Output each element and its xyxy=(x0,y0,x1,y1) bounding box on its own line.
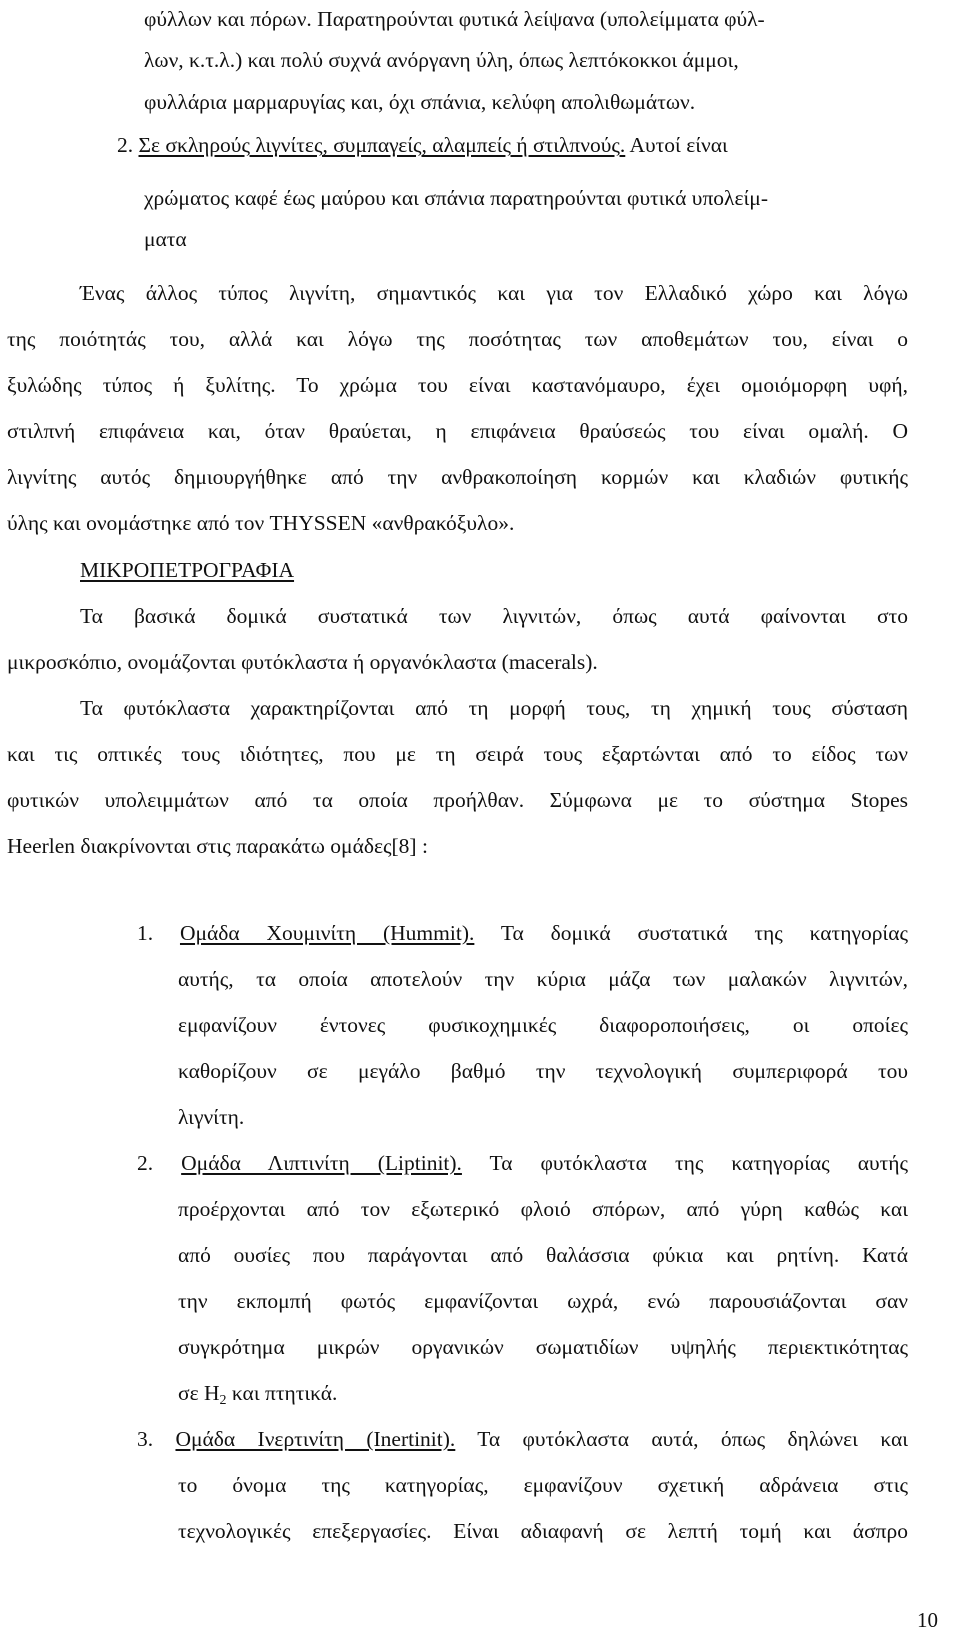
text-line: της ποιότητάς του, αλλά και λόγω της ποσότητας των αποθεμάτων του, είναι ο xyxy=(7,327,908,351)
text-line xyxy=(178,1378,337,1416)
list-text: Τα δομικά συστατικά της κατηγορίας xyxy=(500,921,908,945)
text-line: Heerlen διακρίνονται στις παρακάτω ομάδες[8] : xyxy=(7,834,428,858)
text-line: εμφανίζουν έντονες φυσικοχημικές διαφοροποιήσεις, οι οποίες xyxy=(178,1013,908,1037)
list-heading: Ομάδα Ινερτινίτη (Inertinit). xyxy=(175,1427,456,1451)
text-line: Ένας άλλος τύπος λιγνίτη, σημαντικός και για τον Ελλαδικό χώρο και λόγω xyxy=(80,281,908,305)
list-number: 1. xyxy=(137,921,154,945)
text-line: φυτικών υπολειμμάτων από τα οποία προήλθαν. Σύμφωνα με το σύστημα Stopes xyxy=(7,788,908,812)
list-heading: Ομάδα Χουμινίτη (Hummit). xyxy=(179,921,475,945)
text-line: τεχνολογικές επεξεργασίες. Είναι αδιαφανή σε λεπτή τομή και άσπρο xyxy=(178,1519,908,1543)
text-line: το όνομα της κατηγορίας, εμφανίζουν σχετική αδράνεια στις xyxy=(178,1473,908,1497)
text-line: λων, κ.τ.λ.) και πολύ συχνά ανόργανη ύλη, όπως λεπτόκοκκοι άμμοι, xyxy=(144,48,739,72)
list-text: Τα φυτόκλαστα αυτά, όπως δηλώνει και xyxy=(477,1427,909,1451)
list-item-liptinit xyxy=(137,1148,908,1178)
text-line: λιγνίτης αυτός δημιουργήθηκε από την ανθρακοποίηση κορμών και κλαδιών φυτικής xyxy=(7,465,908,489)
text-line: καθορίζουν σε μεγάλο βαθμό την τεχνολογική συμπεριφορά του xyxy=(178,1059,908,1083)
text-line: χρώματος καφέ έως μαύρου και σπάνια παρατηρούνται φυτικά υπολείμ- xyxy=(144,186,768,210)
list-heading: Ομάδα Λιπτινίτη (Liptinit). xyxy=(181,1151,462,1175)
text-line: φυλλάρια μαρμαρυγίας και, όχι σπάνια, κελύφη απολιθωμάτων. xyxy=(144,90,696,114)
list-item-2 xyxy=(117,130,728,160)
list-text: Αυτοί είναι xyxy=(629,133,728,157)
text-line: ματα xyxy=(144,227,187,251)
text-line: αυτής, τα οποία αποτελούν την κύρια μάζα των μαλακών λιγνιτών, xyxy=(178,967,908,991)
list-number: 2. xyxy=(117,133,134,157)
page-number: 10 xyxy=(917,1608,938,1632)
text-fragment: σε H xyxy=(178,1381,220,1405)
list-text: Τα φυτόκλαστα της κατηγορίας αυτής xyxy=(489,1151,908,1175)
section-title: ΜΙΚΡΟΠΕΤΡΟΓΡΑΦΙΑ xyxy=(80,558,295,582)
text-line: και τις οπτικές τους ιδιότητες, που με τη σειρά τους εξαρτώνται από το είδος των xyxy=(7,742,908,766)
text-line: την εκπομπή φωτός εμφανίζονται ωχρά, ενώ παρουσιάζονται σαν xyxy=(178,1289,908,1313)
list-number: 2. xyxy=(137,1151,154,1175)
text-line: από ουσίες που παράγονται από θαλάσσια φύκια και ρητίνη. Κατά xyxy=(178,1243,908,1267)
subscript: 2 xyxy=(219,1393,227,1408)
list-number: 3. xyxy=(137,1427,154,1451)
text-line: λιγνίτη. xyxy=(178,1105,245,1129)
text-line: συγκρότημα μικρών οργανικών σωματιδίων υψηλής περιεκτικότητας xyxy=(178,1335,908,1359)
text-line: ξυλώδης τύπος ή ξυλίτης. Το χρώμα του είναι καστανόμαυρο, έχει ομοιόμορφη υφή, xyxy=(7,373,908,397)
text-line: προέρχονται από τον εξωτερικό φλοιό σπόρων, από γύρη καθώς και xyxy=(178,1197,908,1221)
text-line: Τα φυτόκλαστα χαρακτηρίζονται από τη μορφή τους, τη χημική τους σύσταση xyxy=(80,696,908,720)
list-item-inertinit xyxy=(137,1424,908,1454)
text-line: μικροσκόπιο, ονομάζονται φυτόκλαστα ή οργανόκλαστα (macerals). xyxy=(7,650,598,674)
text-line: ύλης και ονομάστηκε από τον THYSSEN «ανθρακόξυλο». xyxy=(7,511,515,535)
text-line: φύλλων και πόρων. Παρατηρούνται φυτικά λείψανα (υπολείμματα φύλ- xyxy=(144,7,765,31)
list-heading: Σε σκληρούς λιγνίτες, συμπαγείς, αλαμπείς ή στιλπνούς. xyxy=(138,133,626,157)
text-fragment: και πτητικά. xyxy=(226,1381,338,1405)
list-item-hummit xyxy=(137,918,908,948)
text-line: Τα βασικά δομικά συστατικά των λιγνιτών, όπως αυτά φαίνονται στο xyxy=(80,604,908,628)
text-line: στιλπνή επιφάνεια και, όταν θραύεται, η επιφάνεια θραύσεώς του είναι ομαλή. Ο xyxy=(7,419,908,443)
